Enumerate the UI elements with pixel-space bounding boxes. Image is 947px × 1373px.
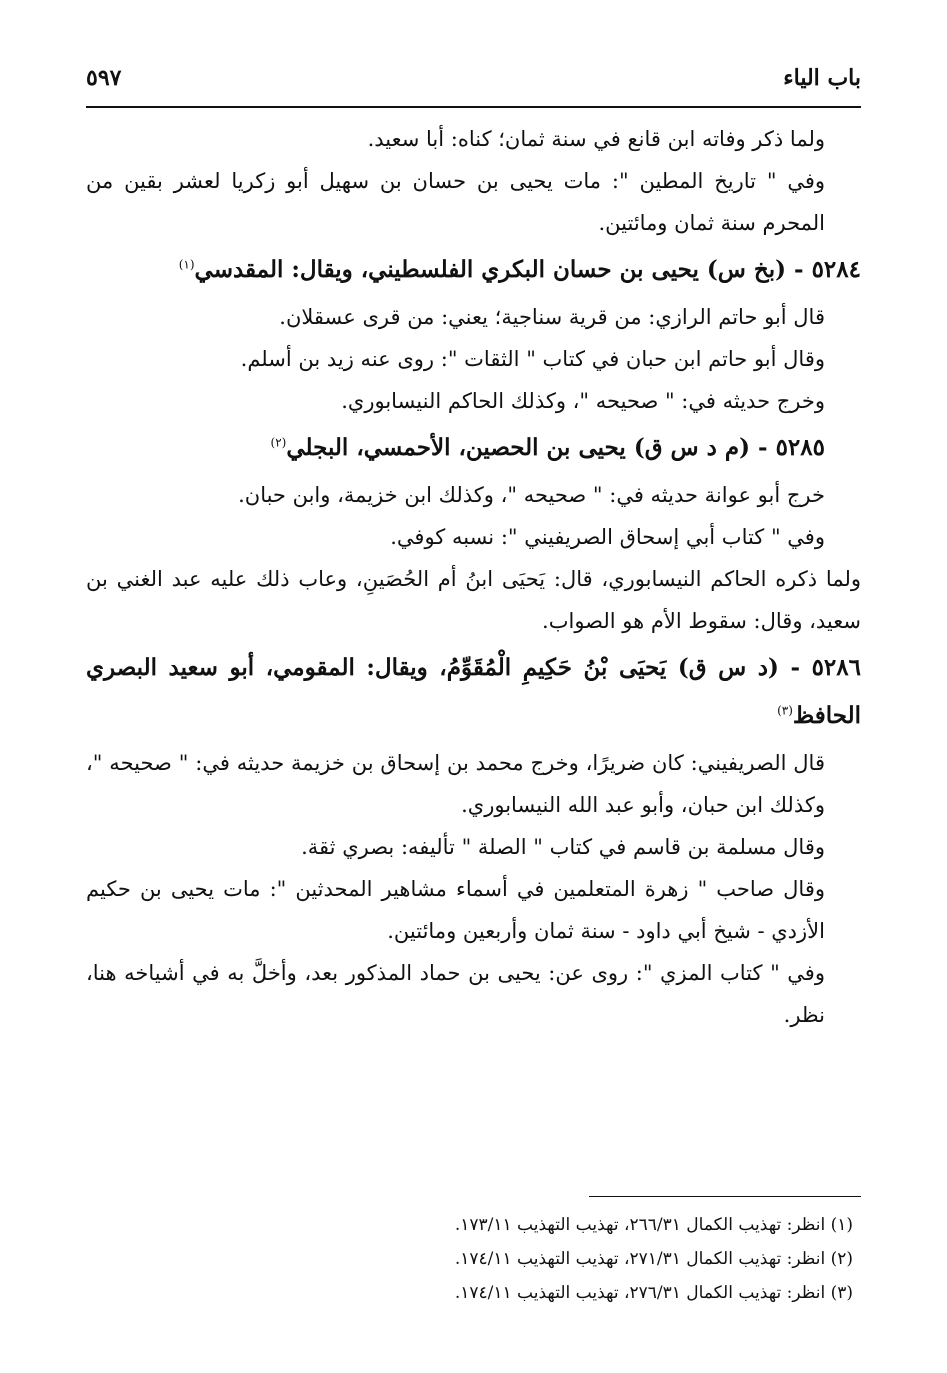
page-number: ٥٩٧ [86,65,122,91]
paragraph: وفي " كتاب المزي ": روى عن: يحيى بن حماد المذكور بعد، وأخلَّ به في أشياخه هنا، نظر. [86,961,825,1027]
entry-title: ٥٢٨٦ - (د س ق) يَحيَى بْنُ حَكِيمِ الْمُقَوِّمُ، ويقال: المقومي، أبو سعيد البصري الحافظ [86,654,861,729]
paragraph: وقال صاحب " زهرة المتعلمين في أسماء مشاهير المحدثين ": مات يحيى بن حكيم الأزدي - شيخ أبي داود - سنة ثمان وأربعين ومائتين. [86,877,825,943]
footnote: (٢) انظر: تهذيب الكمال ٢٧١/٣١، تهذيب التهذيب ١٧٤/١١. [454,1249,853,1269]
paragraph: خرج أبو عوانة حديثه في: " صحيحه "، وكذلك ابن خزيمة، وابن حبان. [238,483,825,507]
header-divider [86,106,861,108]
footnote: (١) انظر: تهذيب الكمال ٢٦٦/٣١، تهذيب التهذيب ١٧٣/١١. [454,1215,853,1235]
footnotes [86,1208,861,1310]
paragraph: وفي " تاريخ المطين ": مات يحيى بن حسان بن سهيل أبو زكريا لعشر بقين من المحرم سنة ثمان ومائتين. [86,169,825,235]
page-body [86,118,861,1036]
paragraph: ولما ذكر وفاته ابن قانع في سنة ثمان؛ كناه: أبا سعيد. [367,127,825,151]
footnote: (٣) انظر: تهذيب الكمال ٢٧٦/٣١، تهذيب التهذيب ١٧٤/١١. [454,1283,853,1303]
entry-heading-5286 [86,644,861,740]
chapter-title: باب الياء [783,65,861,91]
paragraph: وخرج حديثه في: " صحيحه "، وكذلك الحاكم النيسابوري. [341,389,825,413]
footnote-divider [589,1196,861,1197]
paragraph: قال أبو حاتم الرازي: من قرية سناجية؛ يعني: من قرى عسقلان. [279,305,825,329]
paragraph: قال الصريفيني: كان ضريرًا، وخرج محمد بن إسحاق بن خزيمة حديثه في: " صحيحه "، وكذلك ابن حبان، وأبو عبد الله النيسابوري. [86,751,825,817]
paragraph: وقال أبو حاتم ابن حبان في كتاب " الثقات ": روى عنه زيد بن أسلم. [240,347,825,371]
entry-title: ٥٢٨٥ - (م د س ق) يحيى بن الحصين، الأحمسي، البجلي [286,434,825,461]
entry-heading-5285 [86,424,861,472]
entry-title: ٥٢٨٤ - (بخ س) يحيى بن حسان البكري الفلسطيني، ويقال: المقدسي [194,256,861,283]
page-header [86,56,861,100]
footnote-marker: (١) [178,257,195,272]
paragraph: ولما ذكره الحاكم النيسابوري، قال: يَحيَى ابنُ أم الحُصَينِ، وعاب ذلك عليه عبد الغني بن سعيد، وقال: سقوط الأم هو الصواب. [86,567,861,633]
entry-heading-5284 [86,246,861,294]
footnote-marker: (٢) [270,435,287,450]
footnote-marker: (٣) [777,703,793,718]
paragraph: وفي " كتاب أبي إسحاق الصريفيني ": نسبه كوفي. [390,525,825,549]
paragraph: وقال مسلمة بن قاسم في كتاب " الصلة " تأليفه: بصري ثقة. [301,835,825,859]
